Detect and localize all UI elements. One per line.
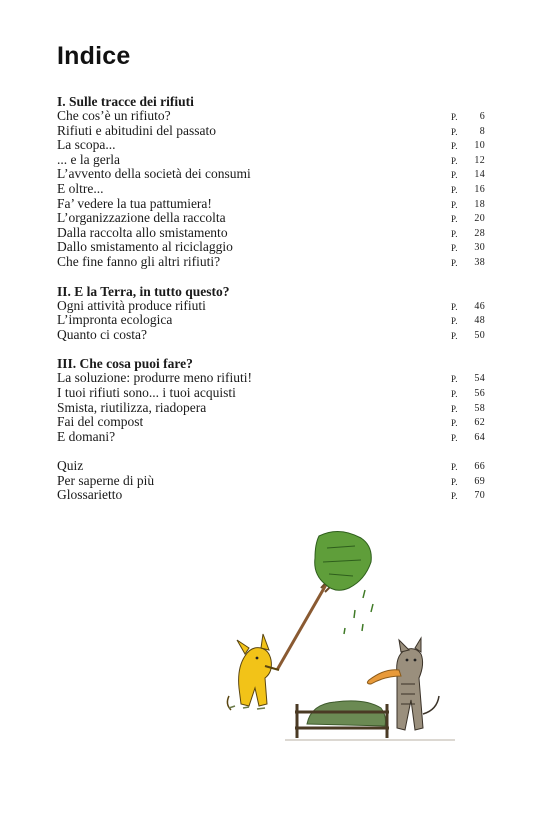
toc-section bbox=[57, 95, 485, 270]
toc-entry-label: Per saperne di più bbox=[57, 473, 155, 488]
page-number: 50 bbox=[474, 329, 485, 341]
page-number: 14 bbox=[474, 169, 485, 181]
page-prefix: P. bbox=[451, 491, 458, 502]
toc-page-number bbox=[451, 183, 485, 198]
page-prefix: P. bbox=[451, 243, 458, 254]
page-number: 62 bbox=[474, 417, 485, 429]
page-prefix: P. bbox=[451, 403, 458, 414]
page-prefix: P. bbox=[451, 462, 458, 473]
page-prefix: P. bbox=[451, 126, 458, 137]
cat-scarf bbox=[367, 670, 401, 684]
toc-entry-label: Rifiuti e abitudini del passato bbox=[57, 123, 216, 138]
page-prefix: P. bbox=[451, 432, 458, 443]
toc-page-number bbox=[451, 416, 485, 431]
page-number: 6 bbox=[479, 111, 485, 122]
page-prefix: P. bbox=[451, 418, 458, 429]
grass-under-dog bbox=[229, 706, 265, 709]
page-prefix: P. bbox=[451, 199, 458, 210]
toc-page-number bbox=[451, 154, 485, 169]
toc-entry bbox=[57, 328, 485, 343]
yellow-dog bbox=[227, 634, 279, 710]
toc-entry bbox=[57, 401, 485, 416]
toc-page-number bbox=[451, 329, 485, 344]
toc-section bbox=[57, 459, 485, 503]
page-prefix: P. bbox=[451, 184, 458, 195]
section-title: I. Sulle tracce dei rifiuti bbox=[57, 94, 194, 109]
toc-entry bbox=[57, 138, 485, 153]
toc-entry-label: Quiz bbox=[57, 459, 84, 474]
toc-entry bbox=[57, 313, 485, 328]
toc-entry bbox=[57, 197, 485, 212]
toc-entry-label: Quanto ci costa? bbox=[57, 327, 147, 342]
toc-page-number bbox=[451, 227, 485, 242]
toc-page-number bbox=[451, 387, 485, 402]
page-number: 38 bbox=[474, 256, 485, 268]
page-title: Indice bbox=[57, 42, 131, 70]
page-number: 8 bbox=[479, 125, 485, 137]
toc-entry-label: La scopa... bbox=[57, 138, 116, 153]
page-prefix: P. bbox=[451, 330, 458, 341]
page-number: 64 bbox=[474, 431, 485, 443]
page-number: 10 bbox=[474, 140, 485, 152]
toc-entry bbox=[57, 153, 485, 168]
toc-entry bbox=[57, 226, 485, 241]
toc-entry bbox=[57, 109, 485, 124]
toc-entry-label: Dallo smistamento al riciclaggio bbox=[57, 240, 233, 255]
page-number: 66 bbox=[474, 461, 485, 473]
toc-entry bbox=[57, 371, 485, 386]
section-title: II. E la Terra, in tutto questo? bbox=[57, 283, 230, 299]
toc-entry bbox=[57, 474, 485, 489]
page-prefix: P. bbox=[451, 388, 458, 399]
toc-page-number bbox=[451, 489, 485, 504]
toc-entry-label: Fa’ vedere la tua pattumiera! bbox=[57, 196, 212, 211]
toc-page-number bbox=[451, 212, 485, 227]
toc-entry-label: Che fine fanno gli altri rifiuti? bbox=[57, 254, 221, 269]
toc-entry bbox=[57, 386, 485, 401]
page-number: 56 bbox=[474, 387, 485, 399]
toc-page-number bbox=[451, 139, 485, 154]
toc-entry bbox=[57, 211, 485, 226]
toc-entry-label: L’organizzazione della raccolta bbox=[57, 211, 226, 226]
page-prefix: P. bbox=[451, 476, 458, 487]
toc-entry-label: Che cos’è un rifiuto? bbox=[57, 109, 171, 123]
page-prefix: P. bbox=[451, 257, 458, 268]
toc-entry bbox=[57, 255, 485, 270]
page-number: 70 bbox=[474, 490, 485, 502]
page-number: 20 bbox=[474, 213, 485, 225]
toc-page-number bbox=[451, 431, 485, 446]
toc-entry-label: Ogni attività produce rifiuti bbox=[57, 298, 206, 313]
toc-entry bbox=[57, 167, 485, 182]
page-prefix: P. bbox=[451, 170, 458, 181]
page-number: 18 bbox=[474, 198, 485, 210]
toc-page-number bbox=[451, 198, 485, 213]
page-number: 46 bbox=[474, 300, 485, 312]
page-number: 58 bbox=[474, 402, 485, 414]
toc-entry-label: Glossarietto bbox=[57, 488, 123, 503]
toc-entry bbox=[57, 240, 485, 255]
toc-entry-label: La soluzione: produrre meno rifiuti! bbox=[57, 371, 252, 386]
falling-leaves bbox=[344, 590, 373, 634]
toc-page-number bbox=[451, 256, 485, 271]
page-number: 16 bbox=[474, 183, 485, 195]
toc-entry bbox=[57, 299, 485, 314]
toc-entry-label: ... e la gerla bbox=[57, 152, 120, 167]
page-prefix: P. bbox=[451, 301, 458, 312]
toc-entry-label: L’impronta ecologica bbox=[57, 313, 173, 328]
toc-page-number bbox=[451, 125, 485, 140]
toc-section bbox=[57, 285, 485, 343]
toc-page-number bbox=[451, 168, 485, 183]
page-prefix: P. bbox=[451, 316, 458, 327]
toc-entry-label: E oltre... bbox=[57, 181, 104, 196]
toc-page-number bbox=[451, 300, 485, 315]
page-number: 69 bbox=[474, 475, 485, 487]
toc-entry bbox=[57, 415, 485, 430]
page-number: 12 bbox=[474, 154, 485, 166]
page-prefix: P. bbox=[451, 141, 458, 152]
page-number: 28 bbox=[474, 227, 485, 239]
toc-page-number bbox=[451, 372, 485, 387]
toc-entry-label: Dalla raccolta allo smistamento bbox=[57, 225, 228, 240]
broom-handle bbox=[277, 583, 327, 670]
toc-entry bbox=[57, 182, 485, 197]
toc-entry-label: E domani? bbox=[57, 429, 116, 444]
page-prefix: P. bbox=[451, 112, 458, 122]
page-prefix: P. bbox=[451, 214, 458, 225]
striped-cat bbox=[397, 638, 439, 730]
dog-and-cat-compost-illustration bbox=[215, 528, 477, 750]
toc-page-number bbox=[451, 314, 485, 329]
toc-entry bbox=[57, 459, 485, 474]
toc-page-number bbox=[451, 402, 485, 417]
section-title: III. Che cosa puoi fare? bbox=[57, 356, 193, 372]
toc-page-number bbox=[451, 110, 485, 125]
page-prefix: P. bbox=[451, 228, 458, 239]
toc-entry-label: I tuoi rifiuti sono... i tuoi acquisti bbox=[57, 385, 236, 400]
toc-page-number bbox=[451, 241, 485, 256]
toc-entry bbox=[57, 430, 485, 445]
page-number: 54 bbox=[474, 373, 485, 385]
broom-leaves bbox=[315, 531, 372, 590]
page-prefix: P. bbox=[451, 374, 458, 385]
table-of-contents bbox=[57, 95, 485, 518]
page-number: 48 bbox=[474, 315, 485, 327]
toc-section bbox=[57, 357, 485, 444]
toc-page-number bbox=[451, 460, 485, 475]
page-number: 30 bbox=[474, 242, 485, 254]
toc-page-number bbox=[451, 475, 485, 490]
toc-entry-label: L’avvento della società dei consumi bbox=[57, 167, 251, 182]
toc-entry-label: Fai del compost bbox=[57, 415, 144, 430]
toc-entry-label: Smista, riutilizza, riadopera bbox=[57, 400, 207, 415]
page-prefix: P. bbox=[451, 155, 458, 166]
toc-entry bbox=[57, 124, 485, 139]
toc-entry bbox=[57, 488, 485, 503]
